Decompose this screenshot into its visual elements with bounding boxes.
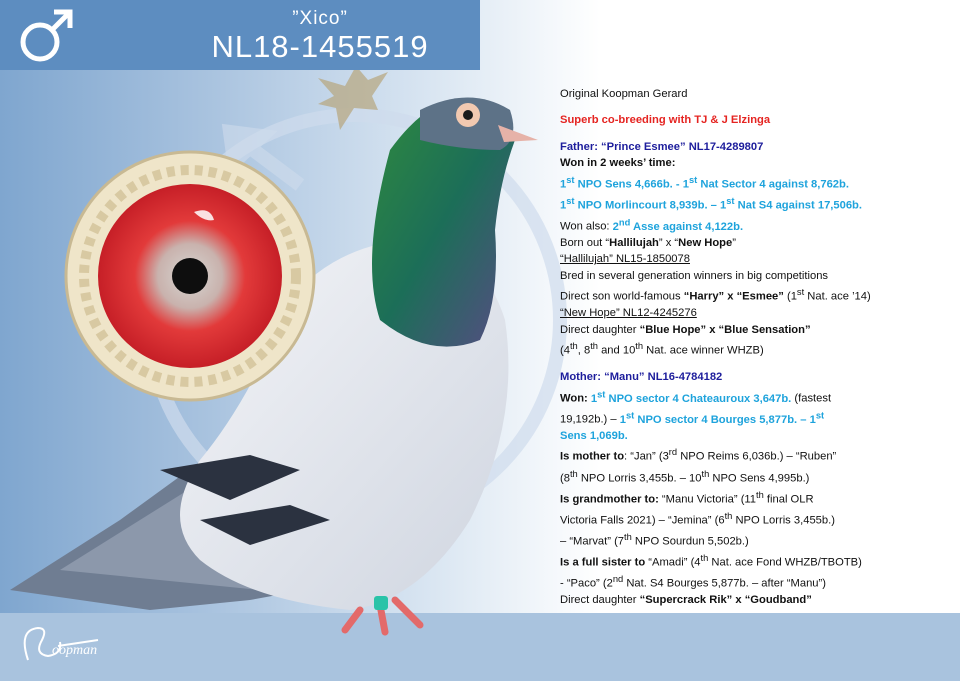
full-sister-line-2: - “Paco” (2nd Nat. S4 Bourges 5,877b. – after “Manu”) [560, 574, 826, 591]
father-result-2: 1st NPO Morlincourt 8,939b. – 1st Nat S4 against 17,506b. [560, 195, 863, 212]
mother-won-line-1: Won: 1st NPO sector 4 Chateauroux 3,647b. (fastest [560, 388, 832, 405]
mother-won-line-2: 19,192b.) – 1st NPO sector 4 Bourges 5,877b. – 1st [560, 409, 825, 426]
full-sister-line-1: Is a full sister to “Amadi” (4th Nat. ace Fond WHZB/TBOTB) [560, 553, 862, 569]
eye-closeup-image [64, 150, 316, 402]
pigeon-name: ”Xico” [292, 8, 348, 29]
mother-of-line-1: Is mother to: “Jan” (3rd NPO Reims 6,036b.) – “Ruben” [560, 447, 837, 464]
ace-winner-line: (4th, 8th and 10th Nat. ace winner WHZB) [560, 341, 764, 357]
mother-direct-daughter-line: Direct daughter “Supercrack Rik” x “Goudband” [560, 594, 812, 607]
father-won-heading: Won in 2 weeks’ time: [560, 157, 676, 170]
pedigree-text [560, 86, 940, 609]
direct-son-line: Direct son world-famous “Harry” x “Esmee” (1st Nat. ace ’14) [560, 287, 871, 303]
direct-daughter-line: Direct daughter “Blue Hope” x “Blue Sensation” [560, 323, 811, 336]
koopman-signature-logo [8, 610, 128, 670]
father-won-also: Won also: 2nd Asse against 4,122b. [560, 216, 744, 233]
mother-of-line-2: (8th NPO Lorris 3,455b. – 10th NPO Sens 4,995b.) [560, 468, 810, 485]
father-result-1: 1st NPO Sens 4,666b. - 1st Nat Sector 4 against 8,762b. [560, 174, 849, 191]
bred-line: Bred in several generation winners in big competitions [560, 269, 829, 282]
father-born-out: Born out “Hallilujah” x “New Hope” [560, 237, 736, 250]
hallilujah-line: “Hallilujah” NL15-1850078 [560, 253, 690, 266]
header-band [0, 0, 480, 70]
grandmother-line-3: – “Marvat” (7th NPO Sourdun 5,502b.) [560, 532, 749, 548]
grandmother-line-2: Victoria Falls 2021) – “Jemina” (6th NPO Lorris 3,455b.) [560, 510, 835, 527]
ring-number: NL18-1455519 [211, 29, 429, 64]
cobreeding-line: Superb co-breeding with TJ & J Elzinga [560, 114, 771, 127]
male-symbol-icon [16, 4, 78, 66]
father-heading: Father: “Prince Esmee” NL17-4289807 [560, 140, 764, 153]
svg-text:oopman: oopman [52, 643, 98, 658]
mother-won-line-3: Sens 1,069b. [560, 430, 628, 443]
new-hope-line: “New Hope” NL12-4245276 [560, 307, 697, 320]
grandmother-line-1: Is grandmother to: “Manu Victoria” (11th final OLR [560, 489, 814, 506]
mother-heading: Mother: “Manu” NL16-4784182 [560, 371, 723, 384]
breeder-line: Original Koopman Gerard [560, 88, 688, 100]
